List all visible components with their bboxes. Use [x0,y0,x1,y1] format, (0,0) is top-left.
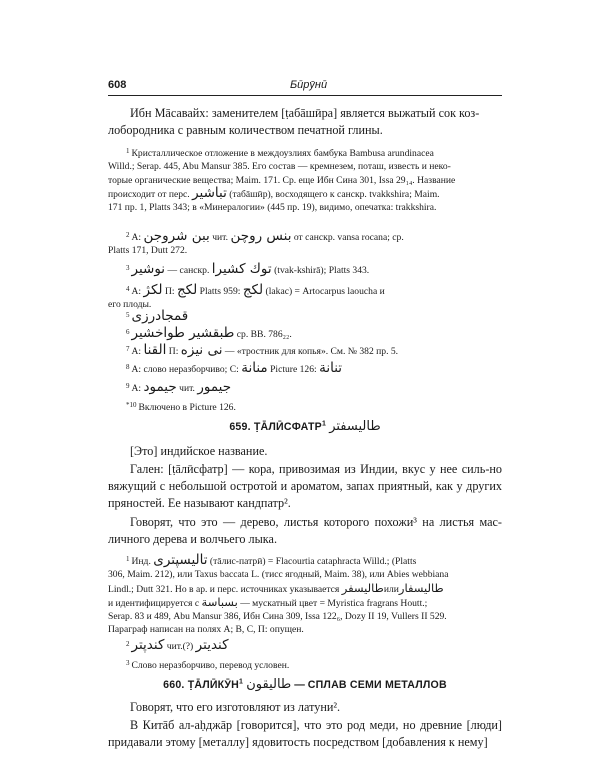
entry-659-footnote-2 [108,638,502,653]
arabic-term: کندپتر [131,637,165,653]
footnote-9 [108,380,502,395]
fn4-b: П: [164,286,175,297]
footnote-1 [108,145,502,214]
arabic-term: طالیسفار [398,580,444,595]
fn2-line2: Platts 171, Dutt 272. [108,245,188,257]
fn3-b: (tvak-kshirā); Platts 343. [274,265,370,276]
fn3-a: — санскр. [167,265,210,276]
footnote-3 [108,262,502,277]
p1-line1: Ибн Мāсавайх: заменителем [ṭабāшӣра] является выжатый сок коз- [130,106,480,120]
arabic-term: لکج [242,282,264,298]
entry-659-p2: Гален: [ṭāлӣсфатр] — кора, привозимая из Индии, вкус у нее силь-но вяжущий с небольшой остротой и ароматом, запах приятный, как у других пряностей. Ее называют кандпатр². [108,462,502,510]
fn6-a: ср. BB. 786₂₂. [236,329,292,340]
footnote-number: *10 [126,401,137,409]
arabic-term: القنا [143,342,167,358]
footnote-number: 5 [126,311,130,319]
arabic-term: تنانة [319,360,343,376]
arabic-term: کندیتر [195,637,229,653]
fn7-c: — «тростник для копья». См. № 382 пр. 5. [224,346,399,357]
arabic-term: ببن شروجن [143,228,210,244]
fn10-a: Включено в Picture 126. [138,402,236,413]
p1-line2: лобородника с равным количеством печатной глины. [108,123,383,137]
footnote-number: 9 [126,382,130,390]
footnote-number: 2 [126,640,130,648]
footnote-6 [108,326,502,341]
arabic-term: جیمود [143,379,177,395]
entry-660-arabic: طالیقون [246,677,292,692]
entry-660-sup: 1 [239,678,244,686]
fn659-1-line5: Serap. 83 и 489, Abu Mansur 386, Ибн Сина 309, Issa 122₆, Dozy II 19, Vullers II 529. [108,611,447,623]
arabic-term: منانة [241,360,268,376]
fn8-b: Picture 126: [270,364,317,375]
fn659-2-a: чит.(?) [166,641,194,652]
entry-659-sup: 1 [321,420,327,428]
fn2-b: чит. [212,232,229,243]
fn1-line1: Кристаллическое отложение в междоузлиях бамбука Bambusa arundinacea [131,148,434,159]
fn9-a: А: [131,383,142,394]
arabic-term: طبقشیر طواخشیر [131,325,235,341]
footnote-number: 4 [126,285,130,293]
arabic-term: نوشیر [131,261,166,277]
arabic-term: جیمور [197,379,232,395]
fn9-b: чит. [179,383,195,394]
fn659-1-line4b: — мускатный цвет = Myristica fragrans Houtt.; [240,597,428,609]
footnote-number: 2 [126,231,130,239]
running-title: Бӣрӯнӣ [290,79,328,91]
fn7-a: А: [131,346,142,357]
fn4-d: (lakac) = Artocarpus laoucha и [265,286,385,297]
fn4-c: Platts 959: [199,286,241,297]
arabic-term: لکج [176,282,198,298]
footnote-2 [108,229,502,258]
fn659-1-a: Инд. [131,556,151,567]
fn2-c: от санскр. vansa rocana; ср. [293,232,404,243]
page-number: 608 [108,79,127,91]
entry-659-title: 659. ṬĀЛӢСФАТР [229,421,322,433]
paragraph-ibn-masawaih [108,105,502,139]
footnote-number: 7 [126,345,130,353]
arabic-term: تالیسپتری [153,552,208,568]
footnote-10 [108,399,502,414]
arabic-term: بسباسة [201,594,238,609]
entry-659-p3: Говорят, что это — дерево, листья которого похожи³ на листья мас-личного дерева и волчьего лыка. [108,515,502,546]
fn8-a: А: слово неразборчиво; С: [131,364,239,375]
arabic-term: بنس روچن [230,228,292,244]
footnote-7 [108,343,502,358]
fn659-1-line2: 306, Maim. 212), или Taxus baccata L. (тисс ягодный, Maim. 38), или Abies webbiana [108,569,449,581]
footnote-number: 1 [126,147,130,155]
fn7-b: П: [168,346,179,357]
entry-659-footnote-1 [108,553,502,637]
arabic-term: نی نیزه [180,342,223,358]
fn659-3-text: Слово неразборчиво, перевод условен. [131,660,290,671]
fn4-a: А: [131,286,142,297]
fn1-line5: 171 пр. 1, Platts 343; в «Минералогии» (445 пр. 19), видимо, опечатка: trakkshira. [108,202,437,214]
entry-660-heading [108,677,502,692]
arabic-term: تباشیر [192,184,227,201]
footnote-8 [108,361,502,376]
entry-660-p2: В Китāб ал-аḥджāр [говорится], что это род меди, но древние [люди] придавали этому [металлу] ядовитость посредством [добавления к нему] [108,718,502,749]
entry-660-title: 660. ṬĀЛӢКӮН [163,679,239,691]
arabic-term: طالیسفر [341,580,384,595]
running-header [108,79,502,95]
fn1-line2: Willd.; Serap. 445, Abu Mansur 385. Его состав — кремнезем, поташ, известь и неко- [108,161,451,173]
entry-660-subtitle: — СПЛАВ СЕМИ МЕТАЛЛОВ [294,679,447,691]
footnote-number: 6 [126,328,130,336]
fn659-1-line3a: Lindl.; Dutt 321. Но в ар. и перс. источниках указывается [108,583,340,595]
footnote-5 [108,309,502,324]
fn659-1-b: (тāлис-патрӣ) = Flacourtia cataphracta Willd.; (Platts [209,556,417,567]
entry-660-p1: Говорят, что его изготовляют из латуни². [130,700,341,714]
fn4-line2: его плоды. [108,299,152,311]
entry-659-heading [108,419,502,434]
fn1-line4b: (табāшӣр), восходящего к санскр. tvakkshira; Maim. [229,188,440,200]
header-rule [108,95,502,96]
arabic-term: توك كشيرا [211,261,272,277]
fn2-a: А: [131,232,142,243]
fn659-1-line6: Параграф написан на полях А; В, С, П: опущен. [108,624,304,636]
fn659-1-line4a: и идентифицируется с [108,597,200,609]
fn1-line3: торые органические вещества; Maim. 171. Ср. еще Ибн Сина 301, Issa 29₁₄. Название [108,174,456,186]
fn1-line4a: происходит от перс. [108,188,190,200]
footnote-number: 3 [126,659,130,667]
footnote-number: 3 [126,264,130,272]
entry-659-arabic: طالیسفتر [329,419,381,434]
fn659-1-line3b: или [383,583,399,595]
entry-659-footnote-3 [108,657,502,672]
footnote-number: 1 [126,555,130,563]
arabic-term: لکژ [143,282,163,298]
footnote-number: 8 [126,363,130,371]
entry-659-p1: [Это] индийское название. [130,444,268,458]
arabic-term: قمجادرزی [131,308,189,324]
